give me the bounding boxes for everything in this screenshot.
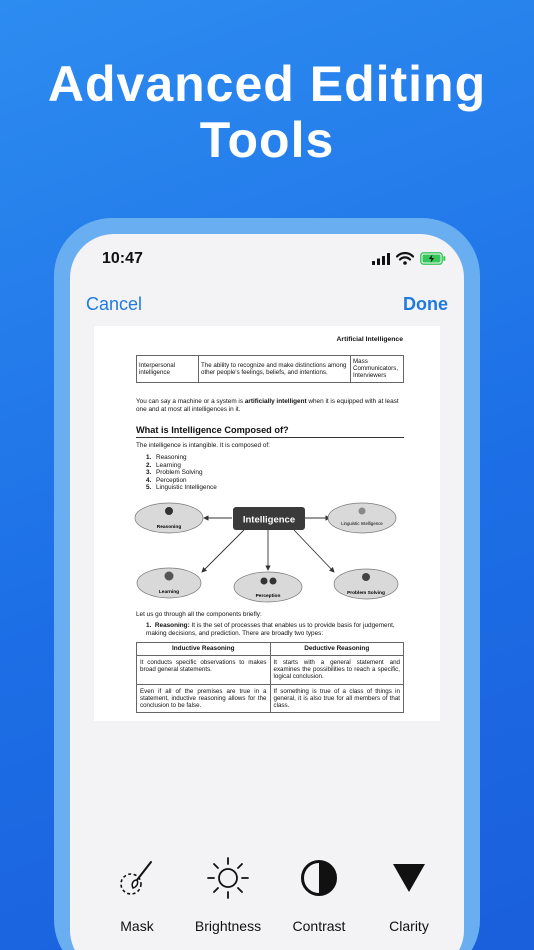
sun-icon	[206, 856, 250, 900]
table-cell: Interpersonal intelligence	[137, 356, 199, 383]
diagram-center-label: Intelligence	[242, 514, 296, 526]
document-preview[interactable]	[94, 326, 440, 721]
wifi-icon	[396, 252, 414, 265]
table-cell: Even if all of the premises are true in a statement, inductive reasoning allows for the conclusion to be false.	[137, 684, 271, 713]
status-bar	[70, 234, 464, 290]
list-item: 2. Learning	[146, 461, 181, 469]
clarity-tool-button[interactable]	[364, 854, 454, 934]
table-header: Deductive Reasoning	[270, 643, 404, 656]
paragraph-ai-definition	[136, 398, 408, 413]
editing-toolbar	[70, 854, 464, 950]
cellular-signal-icon	[372, 253, 390, 265]
diagram-node-label: Problem Solving	[347, 591, 385, 596]
clarity-tool-label: Clarity	[389, 918, 429, 934]
brightness-tool-label: Brightness	[194, 918, 262, 934]
mask-tool-label: Mask	[120, 918, 154, 934]
components-list	[146, 454, 217, 492]
intelligence-table	[136, 355, 404, 383]
table-row	[137, 656, 404, 685]
headline	[0, 56, 534, 168]
diagram-node-label: Perception	[255, 594, 281, 599]
mask-tool-button[interactable]	[92, 854, 182, 934]
contrast-tool-label: Contrast	[292, 918, 346, 934]
diagram-node-label: Learning	[158, 590, 180, 595]
list-item: 3. Problem Solving	[146, 469, 203, 476]
diagram-node-label: Linguistic Intelligence	[341, 521, 383, 526]
paragraph-text: when it is equipped with at least one and at most all intelligences in it.	[136, 398, 399, 413]
list-item: 1. Reasoning	[146, 454, 187, 461]
paragraph-reasoning: 1. Reasoning: It is the set of processes that enables us to provide basis for judgement, making decisions, and prediction. There are broadly two types:	[146, 622, 395, 637]
table-header-row	[137, 643, 404, 656]
document-header: Artificial Intelligence	[336, 336, 403, 343]
status-time: 10:47	[102, 250, 143, 267]
headline-line-2: Tools	[199, 112, 335, 168]
table-header: Inductive Reasoning	[137, 643, 271, 656]
table-cell: It starts with a general statement and examines the possibilities to reach a specific, logical conclusion.	[270, 656, 404, 685]
table-cell: Mass Communicators, Interviewers	[351, 356, 404, 383]
battery-charging-icon	[420, 252, 446, 265]
paragraph-composition: The intelligence is intangible. It is composed of:	[136, 442, 270, 449]
phone-screen	[70, 234, 464, 950]
editor-nav-bar	[70, 292, 464, 322]
reasoning-table	[136, 642, 404, 713]
table-cell: The ability to recognize and make distinctions among other people's feelings, beliefs, and intentions.	[199, 356, 351, 383]
table-cell: If something is true of a class of things in general, it is also true for all members of that class.	[270, 684, 404, 713]
contrast-tool-button[interactable]	[274, 854, 364, 934]
mask-brush-icon	[117, 858, 157, 898]
table-cell: It conducts specific observations to makes broad general statements.	[137, 656, 271, 685]
paragraph-text: You can say a machine or a system is	[136, 398, 245, 405]
cancel-button[interactable]: Cancel	[86, 294, 143, 314]
diagram-node-label: Reasoning	[156, 525, 182, 530]
brightness-tool-button[interactable]	[183, 854, 273, 934]
headline-line-1: Advanced Editing	[47, 56, 487, 112]
section-heading: What is Intelligence Composed of?	[136, 427, 404, 438]
done-button[interactable]: Done	[403, 294, 448, 314]
contrast-icon	[299, 858, 339, 898]
status-icons	[372, 252, 446, 265]
paragraph-bold: artificially intelligent	[244, 398, 307, 405]
triangle-down-icon	[391, 861, 427, 895]
list-item: 4. Perception	[146, 476, 187, 484]
table-row	[137, 684, 404, 713]
list-item: 5. Linguistic Intelligence	[146, 484, 217, 491]
intelligence-diagram	[134, 498, 406, 608]
table-row	[137, 356, 404, 383]
paragraph-components: Let us go through all the components briefly:	[136, 611, 262, 618]
